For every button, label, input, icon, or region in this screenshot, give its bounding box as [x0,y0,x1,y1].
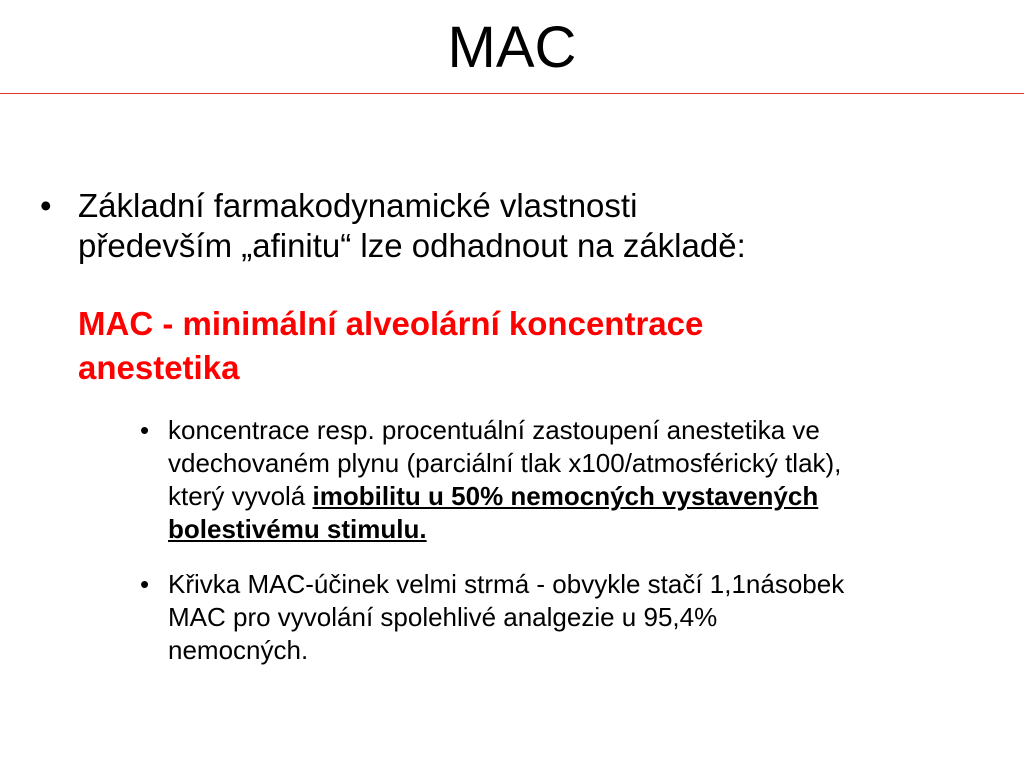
sub-bullet-line: MAC pro vyvolání spolehlivé analgezie u 95,4% [168,602,718,632]
main-bullet-text [78,186,998,266]
main-bullet-line: především „afinitu“ lze odhadnout na základě: [78,227,746,264]
mac-definition-highlight [78,302,998,390]
sub-bullet-plain-text: který vyvolá [168,481,313,511]
slide-title: MAC [447,15,577,80]
main-bullet-line: Základní farmakodynamické vlastnosti [78,187,638,224]
sub-bullet-line [168,480,998,513]
sub-bullet-text [168,568,998,667]
highlight-line: MAC - minimální alveolární koncentrace [78,305,704,342]
emphasized-text: bolestivému stimulu. [168,514,427,544]
sub-bullet-line: koncentrace resp. procentuální zastoupení anestetika ve [168,415,820,445]
highlight-line: anestetika [78,349,240,386]
sub-bullet-line: Křivka MAC-účinek velmi strmá - obvykle stačí 1,1násobek [168,569,845,599]
emphasized-text: imobilitu u 50% nemocných vystavených [312,481,819,511]
sub-bullet-line: nemocných. [168,635,309,665]
bullet-marker: • [140,569,150,599]
sub-bullet-line [168,513,998,546]
bullet-marker: • [40,187,52,224]
bullet-marker: • [140,415,150,445]
sub-bullet-text [168,414,998,546]
sub-bullet-line: vdechovaném plynu (parciální tlak x100/atmosférický tlak), [168,448,842,478]
